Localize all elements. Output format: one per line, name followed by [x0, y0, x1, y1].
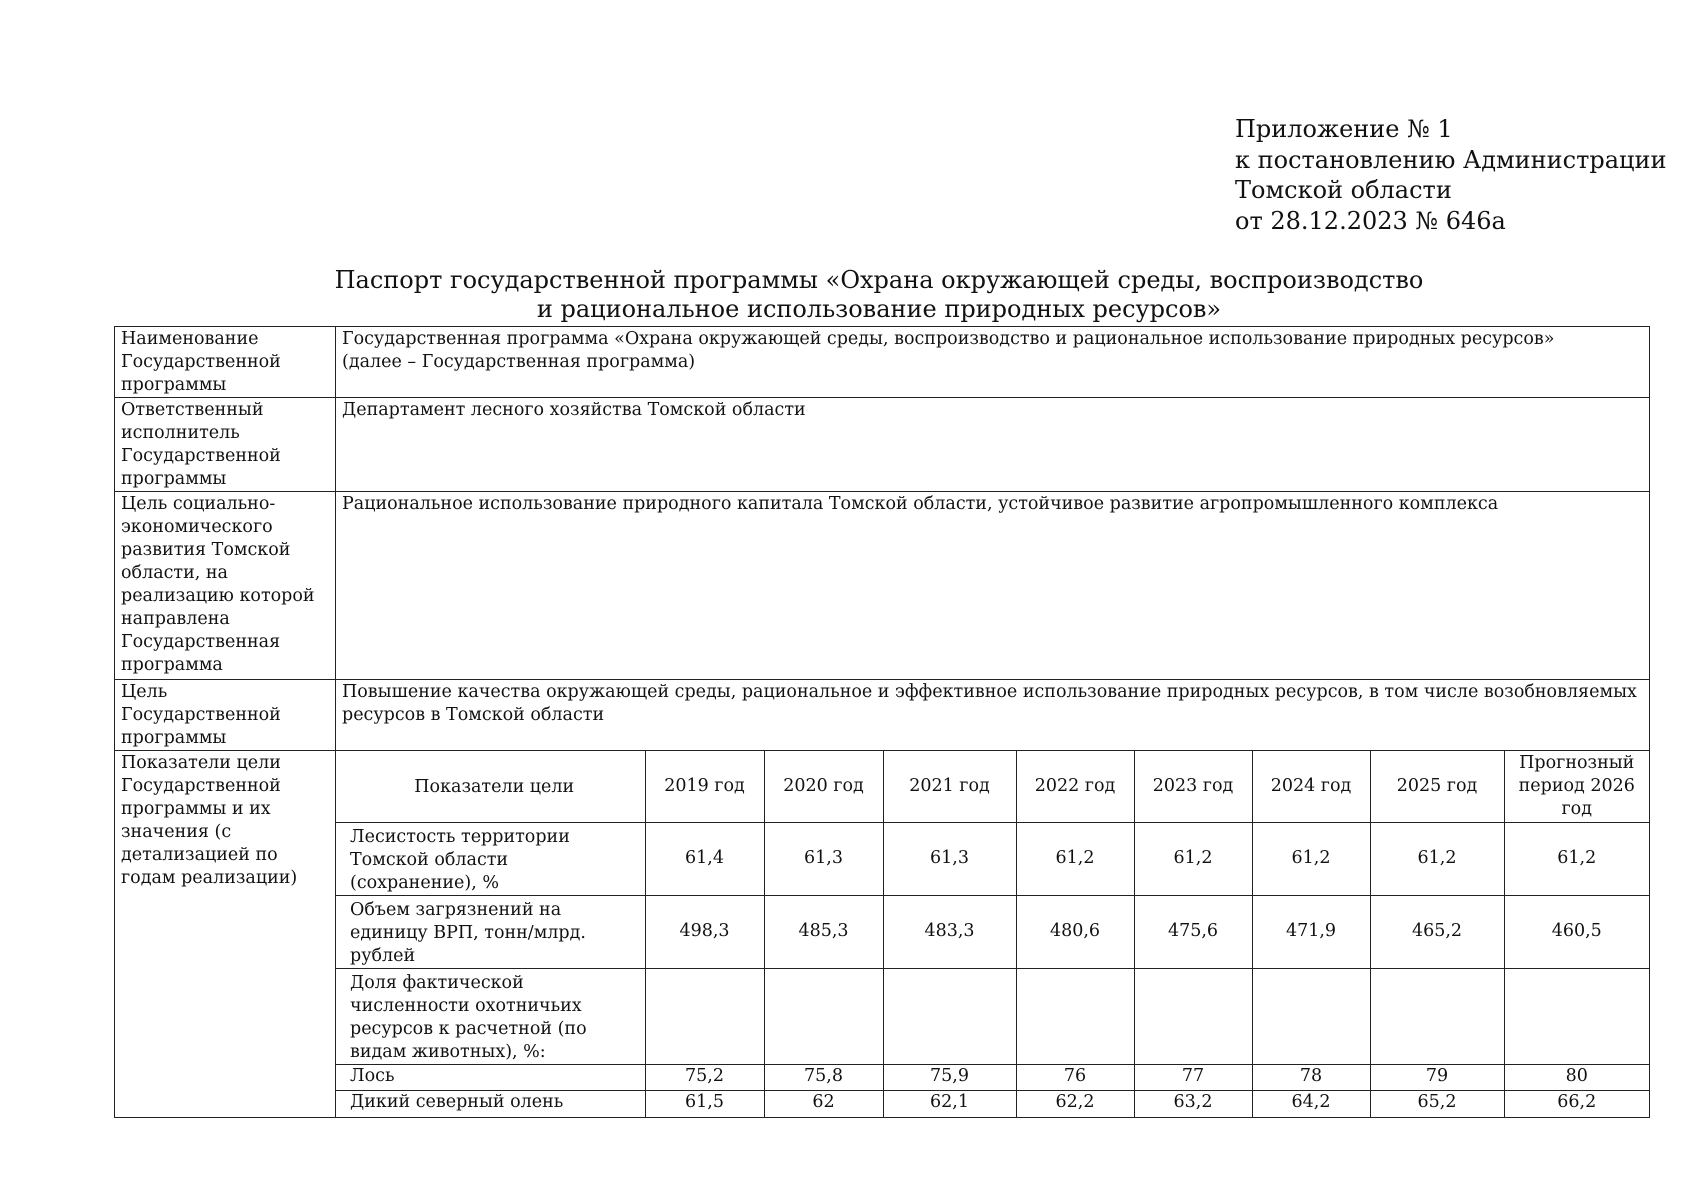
forest-value: 61,4 [645, 822, 764, 895]
header-forecast: Прогнозный период 2026 год [1504, 751, 1649, 822]
value-socio-goal: Рациональное использование природного капитала Томской области, устойчивое развитие агропромышленного комплекса [336, 492, 1650, 680]
value-program-goal: Повышение качества окружающей среды, рациональное и эффективное использование природных ресурсов, в том числе возобновляемых ресурсов в Томской области [336, 680, 1650, 751]
forest-value: 61,2 [1134, 822, 1252, 895]
reindeer-value: 62 [764, 1090, 883, 1117]
label-indicators: Показатели цели Государственной программы и их значения (с детализацией по годам реализации) [115, 751, 336, 1118]
pollution-value: 471,9 [1252, 895, 1370, 968]
hunting-empty-cell [1504, 968, 1649, 1064]
pollution-value: 483,3 [883, 895, 1016, 968]
label-program-name: Наименование Государственной программы [115, 327, 336, 398]
header-year-2022: 2022 год [1016, 751, 1134, 822]
moose-value: 76 [1016, 1064, 1134, 1090]
value-executor: Департамент лесного хозяйства Томской области [336, 398, 1650, 492]
moose-value: 75,2 [645, 1064, 764, 1090]
header-year-2019: 2019 год [645, 751, 764, 822]
indicator-table [336, 751, 1649, 1117]
annex-number: Приложение № 1 [1235, 115, 1453, 143]
moose-value: 75,8 [764, 1064, 883, 1090]
annex-resolution: к постановлению Администрации [1235, 145, 1667, 174]
title-line-2: и рациональное использование природных ресурсов» [536, 295, 1222, 323]
hunting-empty-cell [1370, 968, 1504, 1064]
indicator-name-pollution: Объем загрязнений на единицу ВРП, тонн/млрд. рублей [336, 895, 645, 968]
indicator-row-pollution [336, 895, 1649, 968]
forest-value: 61,2 [1504, 822, 1649, 895]
forest-value: 61,2 [1252, 822, 1370, 895]
reindeer-value: 64,2 [1252, 1090, 1370, 1117]
reindeer-value: 66,2 [1504, 1090, 1649, 1117]
reindeer-value: 62,2 [1016, 1090, 1134, 1117]
program-name-note: (далее – Государственная программа) [342, 352, 696, 372]
moose-value: 80 [1504, 1064, 1649, 1090]
pollution-value: 475,6 [1134, 895, 1252, 968]
annex-block [1235, 114, 1666, 236]
indicators-cell [336, 751, 1650, 1118]
hunting-empty-cell [1252, 968, 1370, 1064]
forest-value: 61,3 [764, 822, 883, 895]
pollution-value: 480,6 [1016, 895, 1134, 968]
indicator-row-moose [336, 1064, 1649, 1090]
indicator-row-reindeer [336, 1090, 1649, 1117]
header-year-2025: 2025 год [1370, 751, 1504, 822]
indicator-row-hunting [336, 968, 1649, 1064]
hunting-empty-cell [1134, 968, 1252, 1064]
row-executor [115, 398, 1650, 492]
hunting-empty-cell [883, 968, 1016, 1064]
header-year-2024: 2024 год [1252, 751, 1370, 822]
reindeer-value: 62,1 [883, 1090, 1016, 1117]
annex-date: от 28.12.2023 № 646а [1235, 206, 1506, 235]
moose-value: 77 [1134, 1064, 1252, 1090]
hunting-empty-cell [645, 968, 764, 1064]
title-line-1: Паспорт государственной программы «Охрана окружающей среды, воспроизводство [334, 266, 1424, 294]
indicator-header-row [336, 751, 1649, 822]
header-year-2023: 2023 год [1134, 751, 1252, 822]
indicator-name-moose: Лось [336, 1064, 645, 1090]
indicator-row-forest [336, 822, 1649, 895]
passport-table [114, 326, 1650, 1118]
header-indicator-name: Показатели цели [336, 751, 645, 822]
row-program-goal [115, 680, 1650, 751]
header-year-2020: 2020 год [764, 751, 883, 822]
indicator-name-forest: Лесистость территории Томской области (сохранение), % [336, 822, 645, 895]
pollution-value: 460,5 [1504, 895, 1649, 968]
reindeer-value: 61,5 [645, 1090, 764, 1117]
row-socio-goal [115, 492, 1650, 680]
pollution-value: 498,3 [645, 895, 764, 968]
program-name-line: Государственная программа «Охрана окружающей среды, воспроизводство и рациональное использование природных ресурсов» [342, 329, 1555, 349]
label-program-goal: Цель Государственной программы [115, 680, 336, 751]
header-year-2021: 2021 год [883, 751, 1016, 822]
hunting-empty-cell [764, 968, 883, 1064]
pollution-value: 485,3 [764, 895, 883, 968]
reindeer-value: 65,2 [1370, 1090, 1504, 1117]
moose-value: 75,9 [883, 1064, 1016, 1090]
moose-value: 78 [1252, 1064, 1370, 1090]
label-socio-goal: Цель социально-экономического развития Томской области, на реализацию которой направлена Государственная программа [115, 492, 336, 680]
hunting-empty-cell [1016, 968, 1134, 1064]
row-program-name [115, 327, 1650, 398]
forest-value: 61,2 [1370, 822, 1504, 895]
indicator-name-reindeer: Дикий северный олень [336, 1090, 645, 1117]
forest-value: 61,2 [1016, 822, 1134, 895]
moose-value: 79 [1370, 1064, 1504, 1090]
reindeer-value: 63,2 [1134, 1090, 1252, 1117]
value-program-name [336, 327, 1650, 398]
document-title [114, 266, 1644, 324]
annex-region: Томской области [1235, 176, 1452, 204]
row-indicators [115, 751, 1650, 1118]
label-executor: Ответственный исполнитель Государственной программы [115, 398, 336, 492]
pollution-value: 465,2 [1370, 895, 1504, 968]
indicator-name-hunting: Доля фактической численности охотничьих ресурсов к расчетной (по видам животных), %: [336, 968, 645, 1064]
forest-value: 61,3 [883, 822, 1016, 895]
